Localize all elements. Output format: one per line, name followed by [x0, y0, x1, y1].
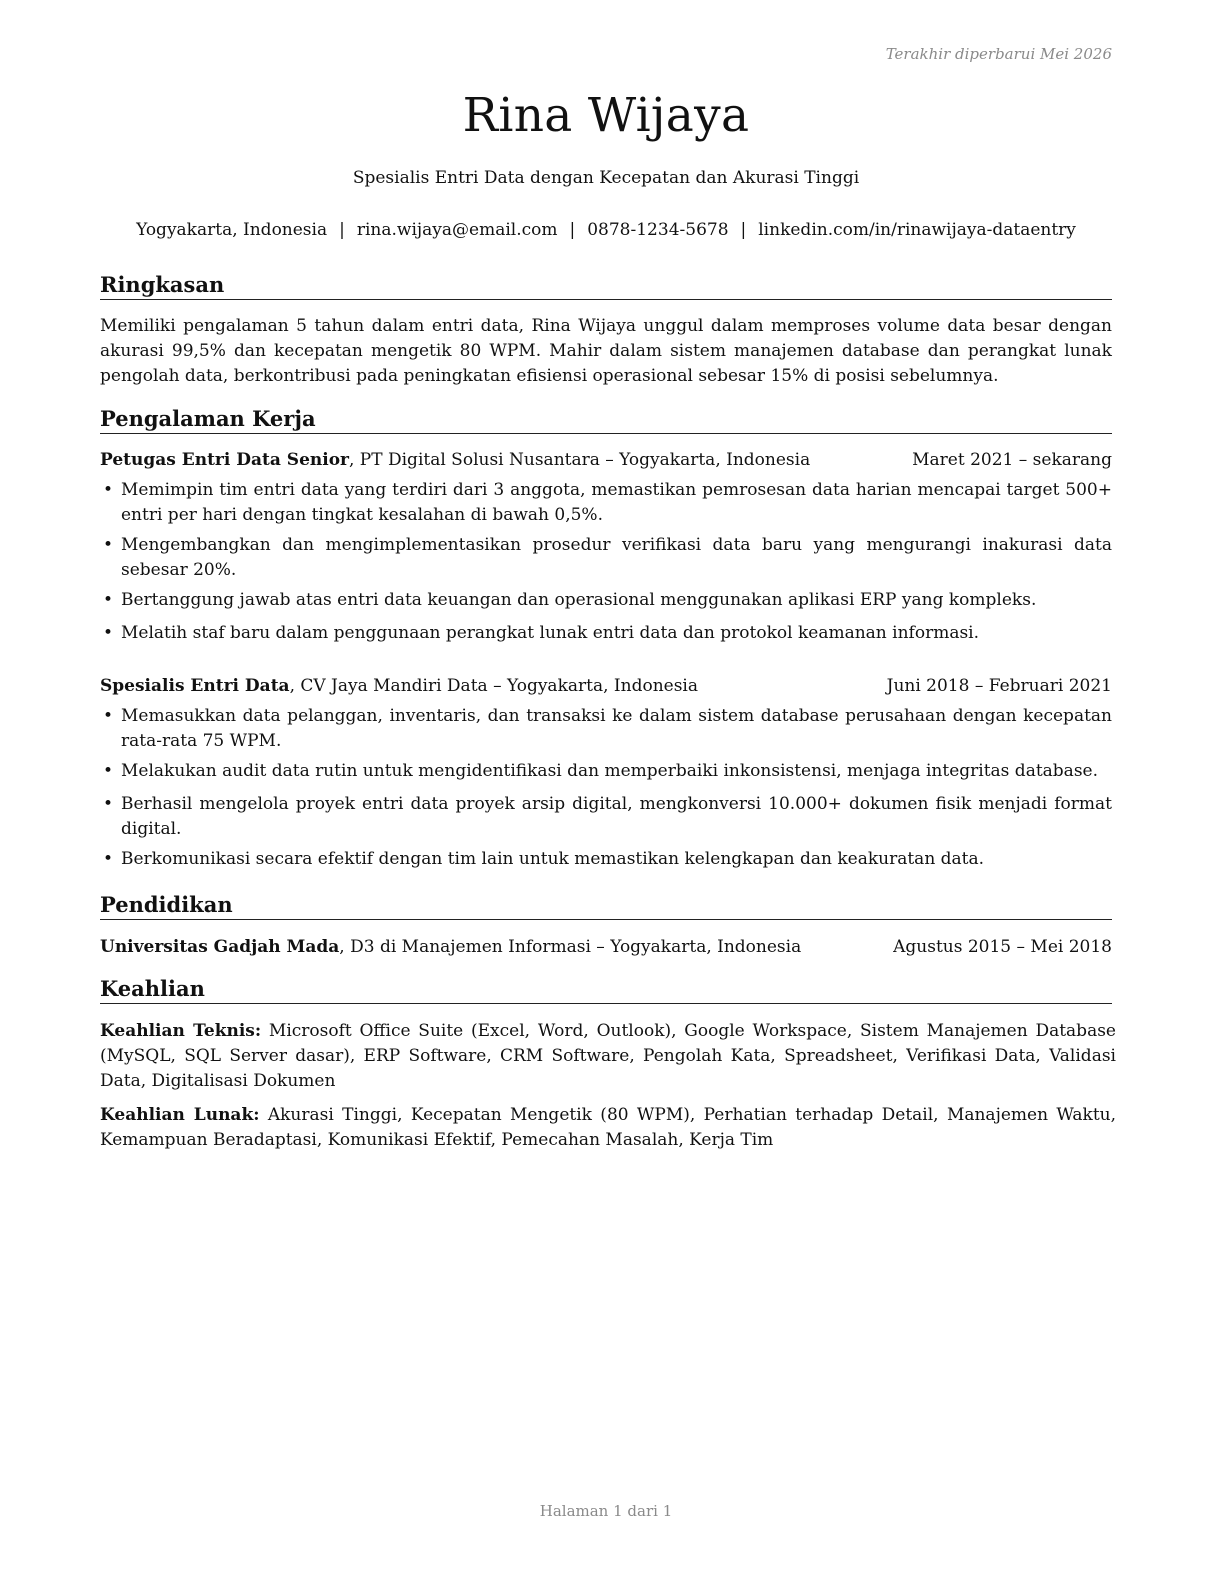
bullet-item	[100, 847, 1112, 872]
bullet-text: Memimpin tim entri data yang terdiri dari 3 anggota, memastikan pemrosesan data harian mencapai target 500+ entri per hari dengan tingkat kesalahan di bawah 0,5%.	[121, 480, 1112, 525]
bullet-text: Mengembangkan dan mengimplementasikan prosedur verifikasi data baru yang mengurangi inakurasi data sebesar 20%.	[121, 535, 1112, 580]
contact-separator: |	[740, 220, 747, 240]
skills-technical-list: Microsoft Office Suite (Excel, Word, Outlook), Google Workspace, Sistem Manajemen Database (MySQL, SQL Server dasar), ERP Software, CRM Software, Pengolah Kata, Spreadsheet, Verifikasi Data, Validasi Data, Digitalisasi Dokumen	[100, 1021, 1116, 1091]
contact-separator: |	[569, 220, 576, 240]
bullet-item	[100, 759, 1112, 784]
job-role: Petugas Entri Data Senior	[100, 450, 349, 470]
section-title-experience: Pengalaman Kerja	[100, 406, 1112, 434]
contact-email[interactable]: rina.wijaya@email.com	[356, 220, 558, 240]
job-bullets	[100, 478, 1112, 651]
job-company: , PT Digital Solusi Nusantara – Yogyakarta, Indonesia	[349, 450, 811, 470]
contact-separator: |	[339, 220, 345, 240]
bullet-text: Berhasil mengelola proyek entri data proyek arsip digital, mengkonversi 10.000+ dokumen fisik menjadi format digital.	[121, 794, 1112, 839]
education-school: Universitas Gadjah Mada	[100, 937, 340, 957]
bullet-icon: •	[103, 590, 114, 610]
skills-technical-label: Keahlian Teknis:	[100, 1021, 262, 1041]
bullet-text: Memasukkan data pelanggan, inventaris, dan transaksi ke dalam sistem database perusahaan dengan kecepatan rata-rata 75 WPM.	[121, 706, 1112, 751]
contact-line	[80, 220, 1132, 240]
contact-linkedin[interactable]: linkedin.com/in/rinawijaya-dataentry	[758, 220, 1076, 240]
contact-location: Yogyakarta, Indonesia	[136, 220, 328, 240]
bullet-item	[100, 704, 1112, 754]
skills-soft-list: Akurasi Tinggi, Kecepatan Mengetik (80 WPM), Perhatian terhadap Detail, Manajemen Waktu, Kemampuan Beradaptasi, Komunikasi Efektif, Pemecahan Masalah, Kerja Tim	[100, 1105, 1116, 1150]
bullet-item	[100, 478, 1112, 528]
job-dates: Juni 2018 – Februari 2021	[886, 676, 1112, 696]
bullet-text: Melatih staf baru dalam penggunaan perangkat lunak entri data dan protokol keamanan informasi.	[121, 623, 980, 643]
bullet-item	[100, 792, 1112, 842]
bullet-text: Bertanggung jawab atas entri data keuangan dan operasional menggunakan aplikasi ERP yang kompleks.	[121, 590, 1037, 610]
resume-page	[100, 0, 1116, 1584]
bullet-icon: •	[103, 623, 114, 643]
skills-soft-label: Keahlian Lunak:	[100, 1105, 260, 1125]
job-header	[100, 674, 1112, 699]
bullet-item	[100, 621, 1112, 646]
bullet-icon: •	[103, 761, 114, 781]
education-dates: Agustus 2015 – Mei 2018	[893, 937, 1112, 957]
job-dates: Maret 2021 – sekarang	[912, 450, 1112, 470]
skills-soft	[100, 1103, 1116, 1153]
bullet-item	[100, 588, 1112, 613]
job-company: , CV Jaya Mandiri Data – Yogyakarta, Indonesia	[289, 676, 698, 696]
bullet-item	[100, 533, 1112, 583]
bullet-text: Melakukan audit data rutin untuk mengidentifikasi dan memperbaiki inkonsistensi, menjaga integritas database.	[121, 761, 1099, 781]
contact-phone: 0878-1234-5678	[587, 220, 729, 240]
education-degree: , D3 di Manajemen Informasi – Yogyakarta, Indonesia	[339, 937, 802, 957]
bullet-text: Berkomunikasi secara efektif dengan tim lain untuk memastikan kelengkapan dan keakuratan data.	[121, 849, 985, 869]
candidate-tagline: Spesialis Entri Data dengan Kecepatan dan Akurasi Tinggi	[352, 168, 860, 188]
page-number: Halaman 1 dari 1	[539, 1502, 673, 1520]
bullet-icon: •	[103, 706, 114, 726]
section-title-skills: Keahlian	[100, 976, 1112, 1004]
job-header	[100, 448, 1112, 473]
candidate-name: Rina Wijaya	[462, 88, 750, 143]
bullet-icon: •	[103, 849, 114, 869]
last-updated: Terakhir diperbarui Mei 2026	[885, 45, 1112, 63]
summary-text: Memiliki pengalaman 5 tahun dalam entri data, Rina Wijaya unggul dalam memproses volume data besar dengan akurasi 99,5% dan kecepatan mengetik 80 WPM. Mahir dalam sistem manajemen database dan perangkat lunak pengolah data, berkontribusi pada peningkatan efisiensi operasional sebesar 15% di posisi sebelumnya.	[100, 316, 1112, 386]
bullet-icon: •	[103, 535, 114, 555]
section-title-summary: Ringkasan	[100, 272, 1112, 300]
education-entry	[100, 935, 1112, 960]
skills-technical	[100, 1019, 1116, 1094]
bullet-icon: •	[103, 480, 114, 500]
job-role: Spesialis Entri Data	[100, 676, 290, 696]
section-title-education: Pendidikan	[100, 892, 1112, 920]
bullet-icon: •	[103, 794, 114, 814]
job-bullets	[100, 704, 1112, 877]
